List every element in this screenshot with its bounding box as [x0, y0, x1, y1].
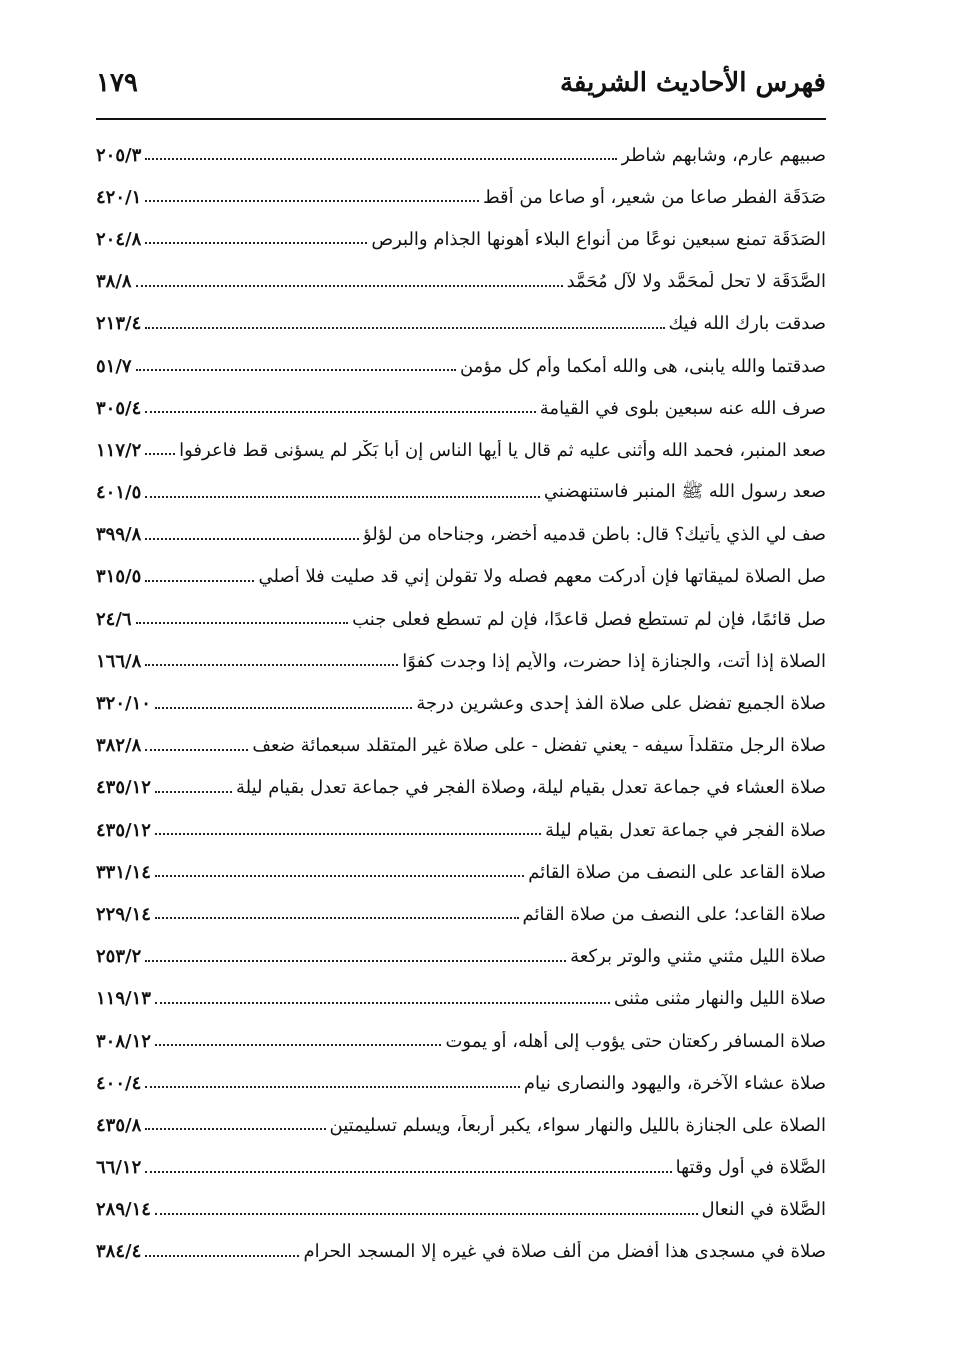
hadith-text: الصَدَقَة تمنع سبعين نوعًا من أنواع البلاء أهونها الجذام والبرص	[371, 228, 826, 250]
dot-leader	[145, 182, 479, 202]
dot-leader	[155, 815, 541, 835]
hadith-index-list	[96, 134, 826, 1273]
dot-leader	[155, 689, 412, 709]
volume-page-ref: ١١٧/٢	[96, 439, 142, 461]
hadith-text: صبيهم عارم، وشابهم شاطر	[621, 144, 826, 166]
index-entry	[96, 725, 826, 767]
volume-page-ref: ٢٥٣/٢	[96, 946, 142, 968]
volume-page-ref: ٣١٥/٥	[96, 566, 142, 588]
volume-page-ref: ١٦٦/٨	[96, 650, 142, 672]
dot-leader	[145, 478, 540, 498]
volume-page-ref: ٤٣٥/١٢	[96, 819, 151, 841]
index-entry	[96, 640, 826, 682]
index-entry	[96, 598, 826, 640]
dot-leader	[155, 984, 610, 1004]
volume-page-ref: ٢٢٩/١٤	[96, 903, 151, 925]
hadith-text: الصَّدَقَة لا تحل لُمحَمَّد ولا لآل مُحَمَّد	[566, 271, 826, 293]
volume-page-ref: ٣٠٨/١٢	[96, 1030, 151, 1052]
index-entry	[96, 387, 826, 429]
volume-page-ref: ٤٣٥/٨	[96, 1114, 142, 1136]
dot-leader	[145, 435, 175, 455]
index-entry	[96, 767, 826, 809]
hadith-text: صل الصلاة لميقاتها فإن أدركت معهم فصله ولا تقولن إني قد صليت فلا أصلي	[258, 566, 826, 588]
dot-leader	[145, 562, 254, 582]
volume-page-ref: ٤٠٠/٤	[96, 1072, 142, 1094]
index-entry	[96, 472, 826, 514]
index-entry	[96, 514, 826, 556]
dot-leader	[145, 140, 617, 160]
dot-leader	[136, 267, 563, 287]
hadith-text: صلاة القاعد؛ على النصف من صلاة القائم	[522, 903, 826, 925]
hadith-text: صلاة الليل مثني مثني والوتر بركعة	[570, 946, 826, 968]
hadith-text: صعد المنبر، فحمد الله وأثنى عليه ثم قال يا أيها الناس إن أبا بَكْر لم يسؤنى قط فاعرفوا	[179, 439, 826, 461]
index-entry	[96, 345, 826, 387]
volume-page-ref: ٢١٣/٤	[96, 313, 142, 335]
dot-leader	[136, 604, 349, 624]
dot-leader	[145, 646, 398, 666]
hadith-text: صلاة عشاء الآخرة، واليهود والنصارى نيام	[523, 1072, 826, 1094]
hadith-text: صلاة الفجر في جماعة تعدل بقيام ليلة	[545, 819, 826, 841]
hadith-text: صلاة العشاء في جماعة تعدل بقيام ليلة، وصلاة الفجر في جماعة تعدل بقيام ليلة	[236, 777, 826, 799]
dot-leader	[145, 1110, 325, 1130]
dot-leader	[145, 224, 367, 244]
hadith-text: الصلاة على الجنازة بالليل والنهار سواء، يكبر أربعاً، ويسلم تسليمتين	[329, 1114, 826, 1136]
hadith-text: صل قائمًا، فإن لم تستطع فصل قاعدًا، فإن لم تسطع فعلى جنب	[352, 608, 826, 630]
hadith-text: الصَّلاة في أول وقتها	[675, 1157, 826, 1179]
dot-leader	[145, 393, 536, 413]
volume-page-ref: ٤٢٠/١	[96, 186, 142, 208]
index-entry	[96, 134, 826, 176]
volume-page-ref: ٣٢٠/١٠	[96, 693, 151, 715]
index-entry	[96, 1189, 826, 1231]
dot-leader	[145, 942, 566, 962]
dot-leader	[155, 773, 232, 793]
index-entry	[96, 978, 826, 1020]
index-entry	[96, 1147, 826, 1189]
volume-page-ref: ٢٠٥/٣	[96, 144, 142, 166]
index-entry	[96, 556, 826, 598]
volume-page-ref: ٣٨٢/٨	[96, 735, 142, 757]
hadith-text: صرف الله عنه سبعين بلوى في القيامة	[539, 397, 826, 419]
index-entry	[96, 261, 826, 303]
volume-page-ref: ٤٣٥/١٢	[96, 777, 151, 799]
volume-page-ref: ٣٣١/١٤	[96, 861, 151, 883]
dot-leader	[155, 857, 524, 877]
volume-page-ref: ٢٨٩/١٤	[96, 1199, 151, 1221]
index-entry	[96, 429, 826, 471]
dot-leader	[145, 1068, 520, 1088]
hadith-text: صلاة القاعد على النصف من صلاة القائم	[528, 861, 826, 883]
hadith-text: صلاة الرجل متقلداً سيفه - يعني تفضل - على صلاة غير المتقلد سبعمائة ضعف	[252, 735, 826, 757]
volume-page-ref: ٤٠١/٥	[96, 482, 142, 504]
volume-page-ref: ٣٠٥/٤	[96, 397, 142, 419]
index-entry	[96, 1020, 826, 1062]
index-entry	[96, 218, 826, 260]
page-number: ١٧٩	[96, 68, 138, 98]
hadith-text: صف لي الذي يأتيك؟ قال: باطن قدميه أخضر، وجناحاه من لؤلؤ	[363, 524, 826, 546]
hadith-text: صدقت بارك الله فيك	[668, 313, 826, 335]
index-entry	[96, 809, 826, 851]
index-entry	[96, 682, 826, 724]
volume-page-ref: ٢٠٤/٨	[96, 228, 142, 250]
dot-leader	[145, 1153, 671, 1173]
hadith-text: صدقتما والله يابنى، هى والله أمكما وأم كل مؤمن	[459, 355, 826, 377]
dot-leader	[145, 731, 248, 751]
dot-leader	[145, 1237, 299, 1257]
page-header	[96, 58, 826, 108]
dot-leader	[145, 309, 664, 329]
dot-leader	[155, 899, 519, 919]
volume-page-ref: ٥١/٧	[96, 355, 132, 377]
hadith-text: الصَّلاة في النعال	[701, 1199, 826, 1221]
index-entry	[96, 1062, 826, 1104]
volume-page-ref: ١١٩/١٣	[96, 988, 151, 1010]
dot-leader	[155, 1026, 442, 1046]
index-entry	[96, 936, 826, 978]
hadith-text: الصلاة إذا أتت، والجنازة إذا حضرت، والأيم إذا وجدت كفوًا	[402, 650, 826, 672]
dot-leader	[145, 520, 359, 540]
hadith-text: صعد رسول الله ﷺ المنبر فاستنهضني	[543, 480, 826, 502]
volume-page-ref: ٣٩٩/٨	[96, 524, 142, 546]
volume-page-ref: ٣٨٤/٤	[96, 1241, 142, 1263]
volume-page-ref: ٦٦/١٢	[96, 1157, 142, 1179]
page-title: فهرس الأحاديث الشريفة	[559, 68, 826, 98]
hadith-text: صلاة الليل والنهار مثنى مثنى	[614, 988, 826, 1010]
volume-page-ref: ٢٤/٦	[96, 608, 132, 630]
index-entry	[96, 303, 826, 345]
index-entry	[96, 851, 826, 893]
dot-leader	[155, 1195, 698, 1215]
hadith-text: صلاة المسافر ركعتان حتى يؤوب إلى أهله، أو يموت	[445, 1030, 826, 1052]
header-rule	[96, 118, 826, 120]
volume-page-ref: ٣٨/٨	[96, 271, 132, 293]
dot-leader	[136, 351, 456, 371]
hadith-text: صلاة في مسجدى هذا أفضل من ألف صلاة في غيره إلا المسجد الحرام	[303, 1241, 826, 1263]
index-entry	[96, 1231, 826, 1273]
hadith-text: صلاة الجميع تفضل على صلاة الفذ إحدى وعشرين درجة	[416, 693, 826, 715]
index-entry	[96, 1104, 826, 1146]
hadith-text: صَدَقَة الفطر صاعا من شعير، أو صاعا من أقط	[482, 186, 826, 208]
index-entry	[96, 176, 826, 218]
index-entry	[96, 893, 826, 935]
